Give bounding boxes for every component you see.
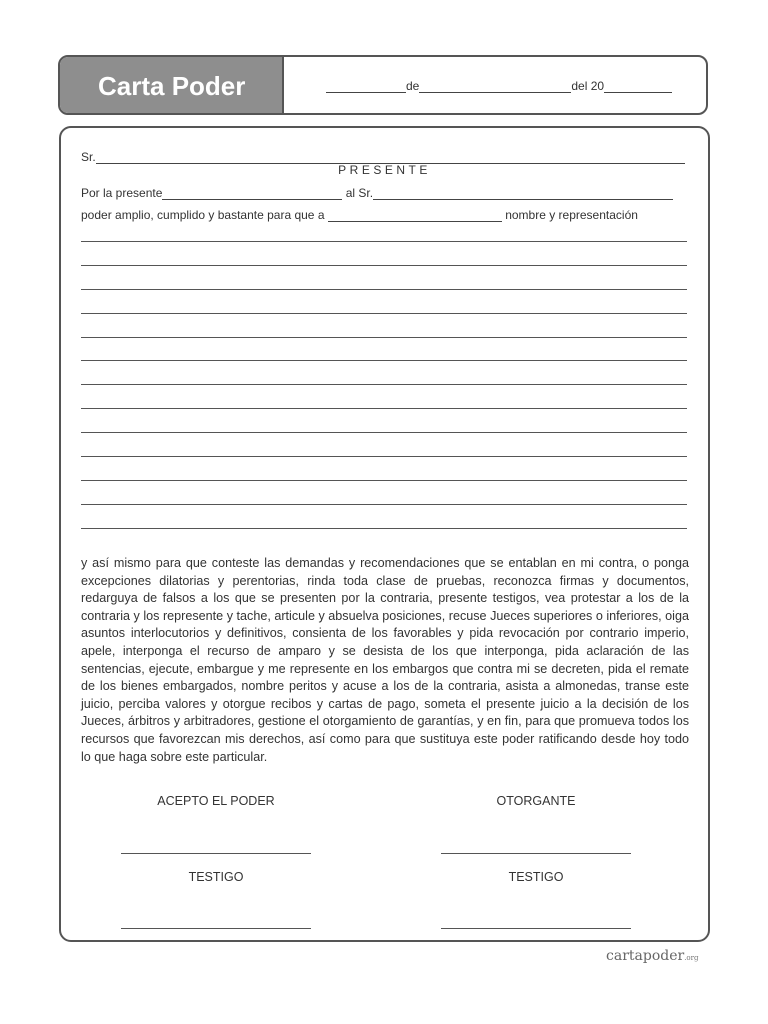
day-field[interactable] <box>326 80 406 93</box>
year-field[interactable] <box>604 80 672 93</box>
writing-line[interactable] <box>81 432 687 433</box>
por-la-presente-label: Por la presente <box>81 186 163 200</box>
page-title: Carta Poder <box>98 71 246 101</box>
poder-name-field[interactable] <box>328 209 502 222</box>
poder-text: poder amplio, cumplido y bastante para que a <box>81 208 325 222</box>
presente-heading: PRESENTE <box>338 163 431 177</box>
otorgante-name-field[interactable] <box>162 187 342 200</box>
form-box <box>59 126 710 942</box>
body-paragraph: y así mismo para que conteste las demandas y recomendaciones que se entablan en mi contra, o ponga excepciones dilatorias y perentorias, rinda toda clase de pruebas, reconozca firmas y documentos, redarguya de falsos a los que se presenten por la contraria, presente testigos, vea protestar a los de la contraria y los represente y tache, articule y absuelva posiciones, recuse Jueces superiores o inferiores, oiga asuntos interlocutorios y definitivos, consienta de los favorables y pida revocación por contrario imperio, apele, interponga el recurso de amparo y se desista de los que interponga, pida aclaración de las sentencias, ejecute, embargue y me represente en los embargos que contra mi se decreten, pida el remate de los bienes embargados, nombre peritos y acuse a los de la contraria, asista a almonedas, transe este juicio, perciba valores y otorgue recibos y cartas de pago, someta el presente juicio a la decisión de los Jueces, árbitros y arbitradores, gestione el otorgamiento de garantías, y en fin, para que promueva todos los recursos que favorezcan mis derechos, así como para que sustituya este poder ratificando desde hoy todo lo que haga sobre este particular. <box>81 556 689 764</box>
month-field[interactable] <box>419 80 571 93</box>
writing-line[interactable] <box>81 384 687 385</box>
testigo-right-label: TESTIGO <box>508 870 564 884</box>
otorgante-signature-line[interactable] <box>441 853 631 854</box>
por-la-presente-row <box>81 186 673 200</box>
writing-line[interactable] <box>81 528 687 529</box>
al-sr-label: al Sr. <box>345 186 374 200</box>
writing-line[interactable] <box>81 504 687 505</box>
writing-line[interactable] <box>81 313 687 314</box>
testigo-left-label: TESTIGO <box>188 870 244 884</box>
date-de-label: de <box>406 79 420 93</box>
testigo-left-signature-line[interactable] <box>121 928 311 929</box>
writing-line[interactable] <box>81 265 687 266</box>
acepto-label: ACEPTO EL PODER <box>157 794 275 808</box>
date-line <box>326 79 672 93</box>
date-del-label: del 20 <box>571 79 605 93</box>
sr-label: Sr. <box>81 150 96 164</box>
title-panel <box>60 57 284 113</box>
writing-line[interactable] <box>81 337 687 338</box>
sr-row <box>81 150 685 164</box>
writing-line[interactable] <box>81 289 687 290</box>
logo-main: cartapoder <box>606 948 685 964</box>
writing-line[interactable] <box>81 480 687 481</box>
logo-suffix: .org <box>684 954 699 962</box>
otorgante-label: OTORGANTE <box>496 794 576 808</box>
acepto-signature-line[interactable] <box>121 853 311 854</box>
writing-line[interactable] <box>81 360 687 361</box>
nombre-text: nombre y representación <box>505 208 638 222</box>
writing-line[interactable] <box>81 241 687 242</box>
writing-line[interactable] <box>81 408 687 409</box>
writing-line[interactable] <box>81 456 687 457</box>
apoderado-name-field[interactable] <box>373 187 673 200</box>
poder-row <box>81 208 638 222</box>
testigo-right-signature-line[interactable] <box>441 928 631 929</box>
cartapoder-logo <box>606 948 698 964</box>
header-box <box>58 55 708 115</box>
